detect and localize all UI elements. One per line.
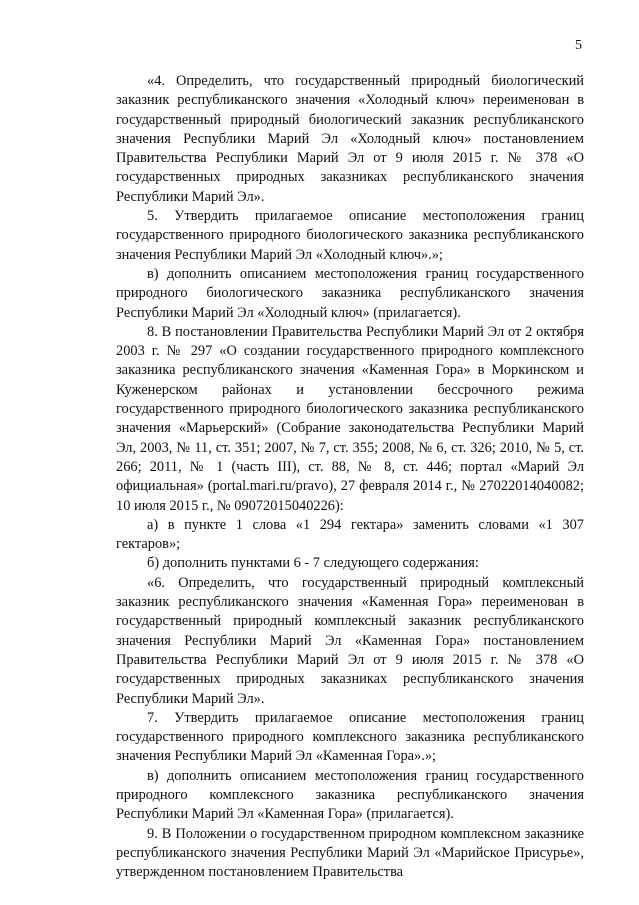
paragraph-7-approve-boundaries: 7. Утвердить прилагаемое описание местоположения границ государственного природного комплексного заказника республиканского значения Республики Марий Эл «Каменная Гора».»; [116,709,584,765]
paragraph-9-polozhenie: 9. В Положении о государственном природном комплексном заказнике республиканского значения Республики Марий Эл «Марийское Присурье», утвержденном постановлением Правительства [116,825,584,881]
paragraph-v-add-description: в) дополнить описанием местоположения границ государственного природного биологического заказника республиканского значения Республики Марий Эл «Холодный ключ» (прилагается). [116,265,584,321]
paragraph-4-kholodny-klyuch-rename: «4. Определить, что государственный природный биологический заказник республиканского значения «Холодный ключ» переименован в государственный природный биологический заказник республиканского значения Республики Марий Эл «Холодный ключ» постановлением Правительства Республики Марий Эл от 9 июля 2015 г. № 378 «О государственных природных заказниках республиканского значения Республики Марий Эл». [116,73,584,205]
paragraph-b-add-points: б) дополнить пунктами 6 - 7 следующего содержания: [147,555,479,572]
paragraph-a-replace-words: а) в пункте 1 слова «1 294 гектара» заменить словами «1 307 гектаров»; [116,516,584,553]
paragraph-v-add-description-kamennaya: в) дополнить описанием местоположения границ государственного природного комплексного заказника республиканского значения Республики Марий Эл «Каменная Гора» (прилагается). [116,767,584,823]
paragraph-8-postanovlenie: 8. В постановлении Правительства Республики Марий Эл от 2 октября 2003 г. № 297 «О создании государственного природного комплексного заказника республиканского значения «Каменная Гора» в Моркинском и Куженерском районах и установлении бессрочного режима государственного природного биологического заказника республиканского значения «Марьерский» (Собрание законодательства Республики Марий Эл, 2003, № 11, ст. 351; 2007, № 7, ст. 355; 2008, № 6, ст. 326; 2010, № 5, ст. 266; 2011, № 1 (часть III), ст. 88, № 8, ст. 446; портал «Марий Эл официальная» (portal.mari.ru/pravo), 27 февраля 2014 г., № 27022014040082; 10 июля 2015 г., № 09072015040226): [116,323,584,514]
paragraph-5-approve-boundaries: 5. Утвердить прилагаемое описание местоположения границ государственного природного биологического заказника республиканского значения Республики Марий Эл «Холодный ключ».»; [116,208,584,263]
document-body [116,72,584,882]
paragraph-6-kamennaya-gora-rename: «6. Определить, что государственный природный комплексный заказник республиканского значения «Каменная Гора» переименован в государственный природный комплексный заказник республиканского значения Республики Марий Эл «Каменная Гора» постановлением Правительства Республики Марий Эл от 9 июля 2015 г. № 378 «О государственных природных заказниках республиканского значения Республики Марий Эл». [116,574,584,707]
page-number: 5 [575,38,582,53]
